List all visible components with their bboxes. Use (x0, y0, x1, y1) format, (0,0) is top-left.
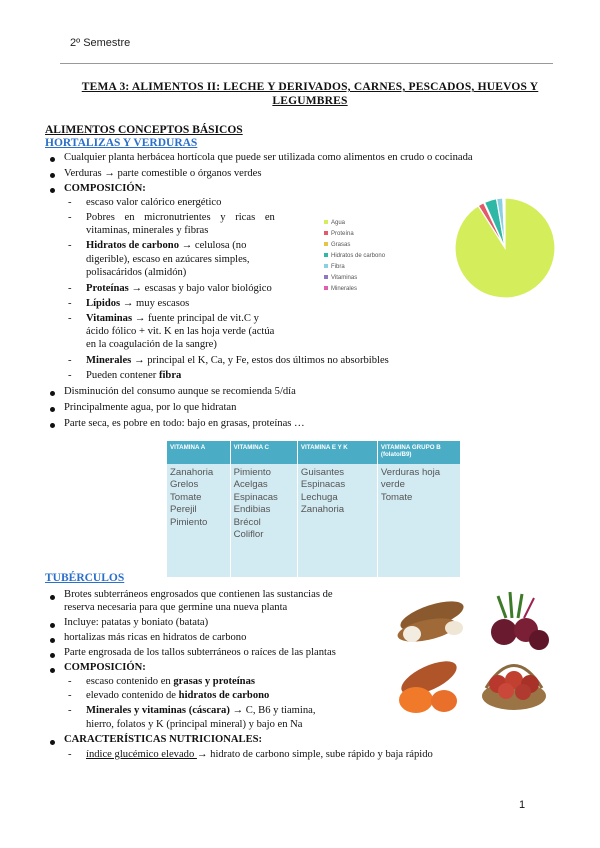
legend-label: Vitaminas (331, 275, 358, 281)
dash: - (68, 676, 72, 687)
bullet-dot (50, 407, 55, 412)
bullet-dot (50, 668, 55, 673)
dash: - (68, 212, 72, 223)
bullet-dot (50, 391, 55, 396)
sub-text: escaso valor calórico energético (86, 197, 222, 208)
dash: - (68, 313, 72, 324)
bullet-dot (50, 423, 55, 428)
vitamins-table (167, 441, 461, 577)
sub-text-rest: escaso contenido en (86, 676, 174, 687)
bullet-text: COMPOSICIÓN: (64, 662, 146, 673)
table-cell-item: Guisantes (300, 467, 345, 478)
sub-text-rest: → C, B6 y tiamina, (229, 705, 316, 716)
table-cell-item: Espinacas (233, 491, 278, 503)
bullet-text: Disminución del consumo aunque se recomienda 5/día (64, 386, 296, 397)
bold-term: Lípidos (86, 298, 121, 309)
table-row (167, 464, 461, 577)
composition-pie-chart (312, 196, 558, 302)
bullet-dot (50, 595, 55, 600)
dash: - (68, 298, 72, 309)
dash: - (68, 705, 72, 716)
sub-text-rest: Pueden contener (86, 370, 159, 381)
bullet-text: Parte engrosada de los tallos subterráneos o raíces de las plantas (64, 647, 336, 658)
pie-slice-agua (455, 198, 555, 298)
sub-text: ácido fólico + vit. K en las hoja verde (actúa (86, 326, 275, 337)
bullet-dot (50, 638, 55, 643)
pie-svg (312, 196, 558, 302)
sub-text-rest: → celulosa (no (179, 240, 247, 251)
sub-text (86, 240, 246, 253)
bullet-dot (50, 173, 55, 178)
bullet-text: reserva necesaria para que germine una nueva planta (64, 602, 288, 613)
table-cell (167, 464, 230, 577)
sub-text-rest: → principal el K, Ca, y Fe, estos dos últimos no absorbibles (131, 355, 389, 366)
underlined-term: índice glucémico elevado (86, 749, 197, 760)
bold-term: Hidratos de carbono (86, 240, 179, 251)
table-cell-item: Zanahoria (300, 504, 345, 516)
sub-text-rest: → muy escasos (120, 298, 190, 309)
bold-term: Proteínas (86, 283, 129, 294)
sub-text: vitaminas, minerales y fibras (86, 225, 209, 236)
dash: - (68, 197, 72, 208)
sub-text (86, 690, 269, 703)
table-cell-item: Perejil (170, 504, 197, 516)
sub-text-rest: → fuente principal de vit.C y (132, 313, 259, 324)
table-cell-item: Pimiento (170, 516, 208, 528)
legend-label: Grasas (331, 242, 351, 248)
bullet-text: Cualquier planta herbácea hortícola que puede ser utilizada como alimentos en crudo o cocinada (64, 152, 473, 163)
dash: - (68, 690, 72, 701)
bullet-text: Parte seca, es pobre en todo: bajo en grasas, proteínas … (64, 418, 305, 429)
legend-label: Proteína (331, 231, 354, 237)
table-cell-item: Brécol (233, 516, 261, 528)
sub-text-rest: → hidrato de carbono simple, sube rápido y baja rápido (196, 749, 433, 760)
table-cell-item: Grelos (170, 479, 199, 491)
section-hortalizas: HORTALIZAS Y VERDURAS (45, 137, 198, 149)
page-header: 2º Semestre (70, 37, 131, 49)
tubers-photo-collage (394, 588, 554, 718)
sub-text (86, 283, 272, 296)
dash: - (68, 749, 72, 760)
bullet-text: Brotes subterráneos engrosados que contienen las sustancias de (64, 589, 333, 600)
dash: - (68, 355, 72, 366)
bullet-text: Verduras → parte comestible o órganos verdes (64, 168, 262, 179)
sub-text (86, 676, 255, 689)
bullet-text: Incluye: patatas y boniato (batata) (64, 617, 209, 628)
table-cell-item: Endibias (233, 504, 271, 516)
document-title: TEMA 3: ALIMENTOS II: LECHE Y DERIVADOS, CARNES, PESCADOS, HUEVOS Y LEGUMBRES (81, 81, 539, 107)
table-cell-item: Acelgas (233, 479, 268, 491)
sub-text-rest: elevado contenido de (86, 690, 179, 701)
bullet-text: Principalmente agua, por lo que hidratan (64, 402, 237, 413)
table-cell (297, 464, 377, 577)
bold-term: fibra (158, 370, 182, 381)
table-header: VITAMINA GRUPO B (folato/B9) (377, 441, 460, 464)
page-number: 1 (519, 799, 526, 811)
table-cell (377, 464, 460, 577)
bullet-dot (50, 188, 55, 193)
sub-text (86, 370, 181, 383)
bold-term: Vitaminas (86, 313, 133, 324)
sub-text (86, 749, 433, 762)
legend-label: Fibra (331, 264, 345, 270)
table-cell-item: Lechuga (300, 491, 338, 503)
table-cell-item: Tomate (380, 491, 413, 503)
bullet-text: hortalizas más ricas en hidratos de carbono (64, 632, 247, 643)
sub-text (86, 313, 259, 326)
table-cell-item: Tomate (170, 491, 202, 503)
bold-term: hidratos de carbono (178, 690, 270, 701)
table-cell-item: Zanahoria (170, 467, 214, 478)
table-header: VITAMINA C (230, 441, 297, 464)
header-rule (60, 63, 553, 64)
table-cell-item: Verduras hoja verde (380, 467, 441, 491)
legend-label: Agua (331, 220, 346, 226)
sub-text-rest: → escasas y bajo valor biológico (128, 283, 272, 294)
table-header: VITAMINA A (167, 441, 230, 464)
table-header: VITAMINA E Y K (297, 441, 377, 464)
table-cell-item: Coliflor (233, 529, 264, 541)
table-cell (230, 464, 297, 577)
bullet-dot (50, 157, 55, 162)
table-cell-item: Pimiento (233, 467, 271, 478)
legend-label: Hidratos de carbono (331, 253, 386, 259)
sub-text (86, 705, 316, 718)
dash: - (68, 240, 72, 251)
bullet-text: COMPOSICIÓN: (64, 183, 146, 194)
section-basicos: ALIMENTOS CONCEPTOS BÁSICOS (45, 124, 243, 136)
sub-text: polisacáridos (almidón) (86, 267, 187, 278)
bold-term: Minerales (86, 355, 132, 366)
bullet-dot (50, 740, 55, 745)
sub-text: en la coagulación de la sangre) (86, 339, 217, 350)
sub-text: hierro, folatos y K (principal mineral) y bajo en Na (86, 719, 303, 730)
bold-term: grasas y proteínas (173, 676, 255, 687)
table-cell-item: Espinacas (300, 479, 346, 491)
bold-term: Minerales y vitaminas (cáscara) (86, 705, 230, 716)
sub-text (86, 298, 189, 311)
dash: - (68, 370, 72, 381)
sub-text (86, 355, 389, 368)
sub-text: digerible), escaso en azúcares simples, (86, 254, 250, 265)
sub-text: Pobres en micronutrientes y ricas en (86, 212, 275, 223)
bullet-dot (50, 623, 55, 628)
legend-label: Minerales (331, 286, 358, 292)
dash: - (68, 283, 72, 294)
section-tuberculos: TUBÉRCULOS (45, 572, 125, 584)
table-header-row (167, 441, 461, 464)
bullet-text: CARACTERÍSTICAS NUTRICIONALES: (64, 734, 263, 745)
bullet-dot (50, 653, 55, 658)
